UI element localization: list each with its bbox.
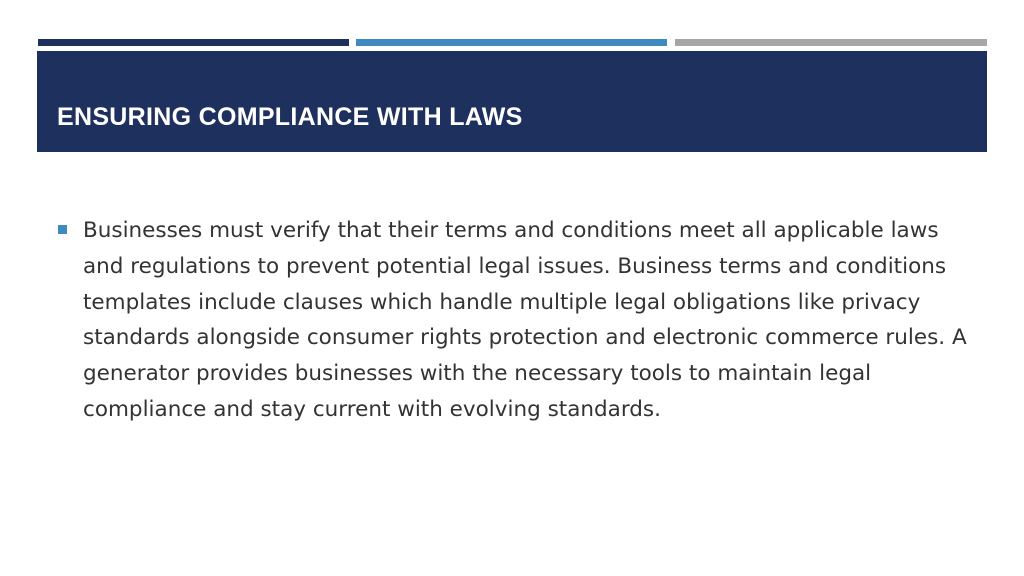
top-accent-bars: [38, 39, 987, 46]
bullet-text: Businesses must verify that their terms and conditions meet all applicable laws and regulations to prevent potential legal issues. Business terms and conditions templates include clauses which handle multiple legal obligations like privacy standards alongside consumer rights protection and electronic commerce rules. A generator provides businesses with the necessary tools to maintain legal compliance and stay current with evolving standards.: [83, 218, 967, 422]
bullet-item: [58, 213, 978, 428]
accent-bar-navy: [38, 39, 349, 46]
accent-bar-gray: [675, 39, 987, 46]
title-band: [37, 51, 987, 152]
slide-title: ENSURING COMPLIANCE WITH LAWS: [57, 103, 523, 131]
accent-bar-blue: [356, 39, 667, 46]
square-bullet-icon: [58, 225, 67, 234]
slide-body: [58, 213, 978, 428]
